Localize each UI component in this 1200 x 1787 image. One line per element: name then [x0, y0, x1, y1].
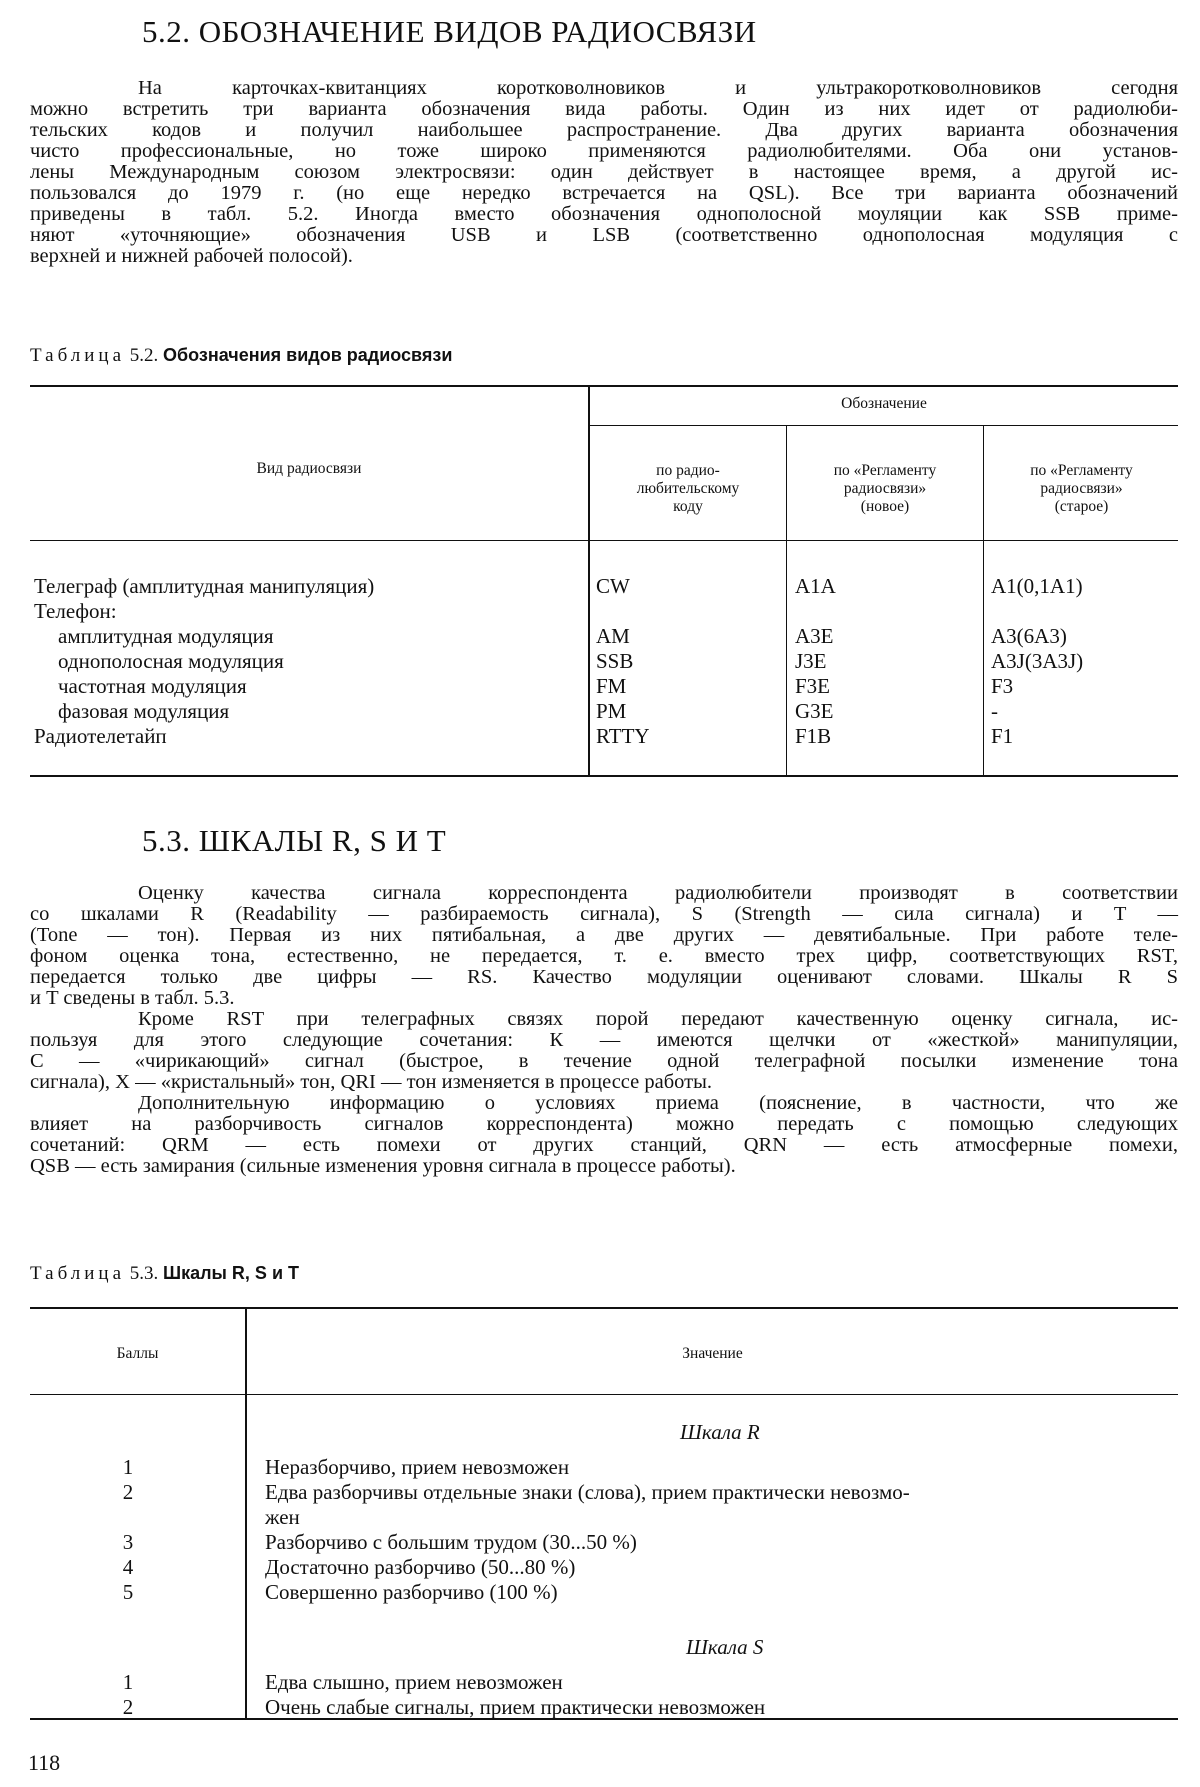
column-old [991, 574, 1083, 749]
column-type [34, 574, 374, 749]
table-cell: PM [596, 699, 627, 723]
paragraph-5-3-a [30, 883, 1178, 1009]
table-cell: SSB [596, 649, 634, 673]
table-cell: фазовая модуляция [58, 699, 230, 723]
table-top-rule [30, 1307, 1178, 1309]
table-cell: 3 [122, 1530, 134, 1554]
text-line: няют «уточняющие» обозначения USB и LSB (соответственно однополосная модуляция с [30, 224, 1178, 246]
table-header-rule [30, 1394, 1178, 1395]
table-cell: 5 [122, 1580, 134, 1604]
paragraph-5-3-b [30, 1009, 1178, 1093]
table-caption-5-3 [30, 1263, 299, 1285]
table-cell: A3(6A3) [991, 624, 1067, 648]
scale-r-meanings [265, 1455, 910, 1605]
caption-number: 5.3. [129, 1263, 159, 1284]
table-cell: Едва слышно, прием невозможен [265, 1670, 563, 1694]
text-line: сочетаний: QRM — есть помехи от других станций, QRN — есть атмосферные помехи, [30, 1134, 1178, 1156]
text-line: Кроме RST при телеграфных связях порой передают качественную оценку сигнала, ис- [138, 1008, 1178, 1030]
table-cell: жен [265, 1505, 300, 1529]
table-cell: A1(0,1A1) [991, 574, 1083, 598]
column-header-new: по «Регламенту радиосвязи» (новое) [833, 462, 937, 515]
scale-s-title: Шкала S [686, 1635, 764, 1659]
scale-r-scores [120, 1455, 136, 1605]
caption-title: Шкалы R, S и T [163, 1263, 299, 1283]
table-cell: Очень слабые сигналы, прием практически невозможен [265, 1695, 766, 1719]
table-cell: Разборчиво с большим трудом (30...50 %) [265, 1530, 637, 1554]
column-header-group: Обозначение [841, 395, 927, 412]
text-line: тельских кодов и получил наибольшее распространение. Два других варианта обозначения [30, 119, 1178, 141]
table-cell: A3J(3A3J) [991, 649, 1084, 673]
table-cell: 1 [122, 1670, 134, 1694]
table-cell: частотная модуляция [58, 674, 247, 698]
column-header-type: Вид радиосвязи [256, 460, 362, 477]
table-cell [596, 599, 650, 624]
table-bottom-rule [30, 775, 1178, 777]
text-line: пользуя для этого следующие сочетания: К — имеются щелчки от «жесткой» манипуляции, [30, 1029, 1178, 1051]
text-line: и T сведены в табл. 5.3. [30, 987, 235, 1009]
caption-number: 5.2. [129, 345, 159, 366]
table-cell: F1B [795, 724, 832, 748]
text-line: Оценку качества сигнала корреспондента радиолюбители производят в соответствии [138, 882, 1178, 904]
text-line: лены Международным союзом электросвязи: один действует в настоящее время, а другой ис- [30, 161, 1178, 183]
table-column-divider [983, 425, 984, 775]
table-cell: однополосная модуляция [58, 649, 284, 673]
table-header-rule [30, 540, 1178, 541]
column-amateur [596, 574, 650, 749]
table-column-divider [245, 1307, 247, 1719]
table-top-rule [30, 385, 1178, 387]
table-cell: Телеграф (амплитудная манипуляция) [34, 574, 375, 598]
text-line: со шкалами R (Readability — разбираемость сигнала), S (Strength — сила сигнала) и T — [30, 903, 1178, 925]
column-new [795, 574, 836, 749]
table-cell: - [991, 699, 998, 723]
table-group-rule [589, 425, 1178, 426]
text-line: приведены в табл. 5.2. Иногда вместо обозначения однополосной моуляции как SSB приме- [30, 203, 1178, 225]
table-cell: AM [596, 624, 630, 648]
caption-title: Обозначения видов радиосвязи [163, 345, 453, 365]
section-heading-5-3: 5.3. ШКАЛЫ R, S И Т [142, 823, 447, 858]
table-cell: 2 [122, 1695, 134, 1719]
table-cell: J3E [795, 649, 827, 673]
table-cell: F3E [795, 674, 831, 698]
text-line: На карточках-квитанциях коротковолновиков и ультракоротковолновиков сегодня [138, 77, 1178, 99]
text-line: Дополнительную информацию о условиях приема (пояснение, в частности, что же [138, 1092, 1178, 1114]
text-line: QSB — есть замирания (сильные изменения уровня сигнала в процессе работы). [30, 1155, 736, 1177]
table-cell: F3 [991, 674, 1014, 698]
text-line: (Tone — тон). Первая из них пятибальная, а две других — девятибальные. При работе теле- [30, 924, 1178, 946]
caption-prefix: Таблица [30, 345, 126, 366]
text-line: пользовался до 1979 г. (но еще нередко встречается на QSL). Все три варианта обозначений [30, 182, 1178, 204]
column-header-score: Баллы [116, 1345, 159, 1362]
page-number: 118 [28, 1750, 61, 1775]
text-line: верхней и нижней рабочей полосой). [30, 245, 353, 267]
text-line: фоном оценка тона, естественно, не передается, т. е. вместо трех цифр, соответствующих RST, [30, 945, 1178, 967]
table-column-divider [588, 385, 590, 775]
table-cell: G3E [795, 699, 834, 723]
table-cell: FM [596, 674, 627, 698]
table-cell [991, 599, 1083, 624]
scale-s-scores [120, 1670, 136, 1720]
caption-prefix: Таблица [30, 1263, 126, 1284]
section-heading-5-2: 5.2. ОБОЗНАЧЕНИЕ ВИДОВ РАДИОСВЯЗИ [142, 14, 757, 49]
table-caption-5-2 [30, 345, 452, 367]
table-cell: Неразборчиво, прием невозможен [265, 1455, 570, 1479]
table-cell: 4 [122, 1555, 134, 1579]
table-cell: CW [596, 574, 630, 598]
column-header-amateur: по радио- любительскому коду [636, 462, 740, 515]
table-cell: A1A [795, 574, 836, 598]
text-line: можно встретить три варианта обозначения вида работы. Один из них идет от радиолюби- [30, 98, 1178, 120]
table-cell [795, 599, 836, 624]
table-cell: 2 [122, 1480, 134, 1504]
text-line: сигнала), Х — «кристальный» тон, QRI — тон изменяется в процессе работы. [30, 1071, 712, 1093]
text-line: чисто профессиональные, но тоже широко применяются радиолюбителями. Оба они установ- [30, 140, 1178, 162]
text-line: передается только две цифры — RS. Качество модуляции оценивают словами. Шкалы R S [30, 966, 1178, 988]
table-cell: амплитудная модуляция [58, 624, 274, 648]
table-column-divider [786, 425, 787, 775]
table-cell: Телефон: [34, 599, 117, 623]
scale-r-title: Шкала R [680, 1420, 760, 1444]
text-line: С — «чирикающий» сигнал (быстрое, в течение одной телеграфной посылки изменение тона [30, 1050, 1178, 1072]
column-header-meaning: Значение [682, 1345, 743, 1362]
text-line: влияет на разборчивость сигналов корреспондента) можно передать с помощью следующих [30, 1113, 1178, 1135]
column-header-old: по «Регламенту радиосвязи» (старое) [1030, 462, 1133, 515]
paragraph-5-2 [30, 78, 1178, 267]
table-cell: 1 [122, 1455, 134, 1479]
table-cell: F1 [991, 724, 1014, 748]
paragraph-5-3-c [30, 1093, 1178, 1177]
scale-s-meanings [265, 1670, 765, 1720]
table-cell: Радиотелетайп [34, 724, 167, 748]
table-cell: Едва разборчивы отдельные знаки (слова), прием практически невозмо- [265, 1480, 910, 1504]
table-cell: RTTY [596, 724, 650, 748]
table-cell: Совершенно разборчиво (100 %) [265, 1580, 558, 1604]
table-cell [120, 1505, 136, 1530]
table-cell: Достаточно разборчиво (50...80 %) [265, 1555, 576, 1579]
table-cell: A3E [795, 624, 834, 648]
